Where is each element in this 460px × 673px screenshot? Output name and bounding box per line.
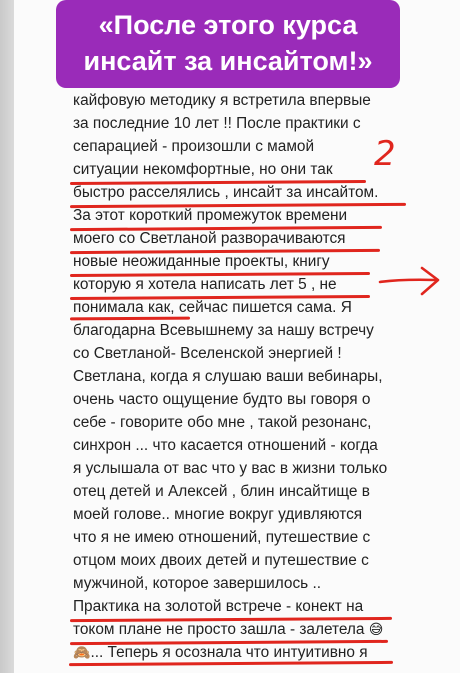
text-line: кайфовую методику я встретила впервые	[73, 92, 371, 109]
banner-title-line-1: «После этого курса	[98, 10, 358, 40]
text-line: За этот короткий промежуток времени	[73, 207, 348, 224]
text-line: ситуации некомфортные, но они так	[73, 161, 333, 178]
text-line: отцом моих двоих детей и путешествие с	[73, 552, 369, 569]
text-line: что я не имею отношений, путешествие с	[73, 529, 371, 546]
text-line-content: ... Теперь я осознала что интуитивно я	[90, 644, 368, 661]
text-line: благодарна Всевышнему за нашу встречу	[73, 322, 374, 339]
handwritten-number-annotation: 2	[374, 134, 396, 174]
text-line-with-emoji	[73, 621, 383, 639]
text-line: быстро расселялись , инсайт за инсайтом.	[73, 184, 379, 201]
text-line: сепарацией - произошли с мамой	[73, 138, 315, 155]
text-line: отец детей и Алексей , блин инсайтище в	[73, 483, 370, 500]
text-line-content: током плане не просто зашла - залетела	[73, 621, 365, 638]
banner-title-line-2: инсайт за инсайтом!»	[83, 46, 373, 76]
text-line: Практика на золотой встрече - конект на	[73, 598, 364, 615]
text-line: Светлана, когда я слушаю ваши вебинары,	[73, 368, 383, 385]
text-line: которую я хотела написать лет 5 , не	[73, 276, 337, 293]
text-line: со Светланой- Вселенской энергией !	[73, 345, 342, 362]
title-banner	[56, 0, 400, 88]
red-arrow-icon	[378, 262, 444, 302]
text-line: очень часто ощущение будто вы говоря о	[73, 391, 371, 408]
text-line: моего со Светланой разворачиваются	[73, 230, 346, 247]
text-line: новые неожиданные проекты, книгу	[73, 253, 330, 270]
text-line: мужчиной, которое завершилось ..	[73, 575, 322, 592]
text-line: синхрон ... что касается отношений - когда	[73, 437, 378, 454]
monkey-emoji-icon: 🙈	[73, 645, 91, 661]
text-line: я услышала от вас что у вас в жизни только	[73, 460, 388, 477]
sweat-smile-emoji-icon: 😅	[368, 622, 384, 638]
text-line: понимала как, сейчас пишется сама. Я	[73, 299, 352, 316]
text-line: моей голове.. многие вокруг удивляются	[73, 506, 363, 523]
text-line-with-emoji	[73, 644, 368, 662]
text-line: за последние 10 лет !! После практики с	[73, 115, 361, 132]
text-line: себе - говорите обо мне , такой резонанс,	[73, 414, 372, 431]
